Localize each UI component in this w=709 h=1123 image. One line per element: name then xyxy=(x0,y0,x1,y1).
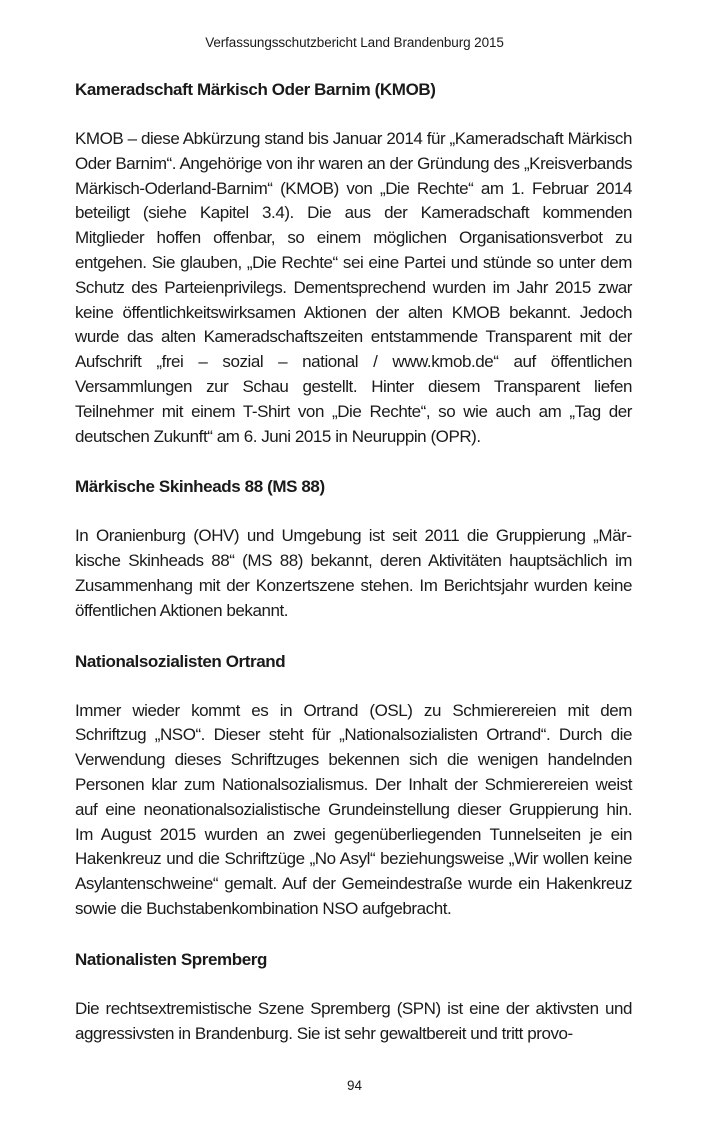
section-heading-ms88: Märkische Skinheads 88 (MS 88) xyxy=(75,477,325,497)
section-text-nso: Immer wieder kommt es in Ortrand (OSL) zu Schmierereien mit dem Schriftzug „NSO“. Dieser steht für „Nationalsozialisten Ortrand“. Durch die Verwendung dieses Schriftzuges bekennen sich die wenigen handelnden Personen klar zum Nationalsozialismus. Der Inhalt der Schmierereien weist auf eine neonationalsozialistische Grundeinstellung dieser Gruppierung hin. Im August 2015 wurden an zwei gegenüberliegenden Tunnelseiten je ein Hakenkreuz und die Schriftzüge „No Asyl“ beziehungsweise „Wir wollen keine Asylantenschweine“ gemalt. Auf der Gemeindestraße wurde ein Hakenkreuz sowie die Buchstabenkombination NSO aufgebracht. xyxy=(75,700,632,918)
section-text-spremberg: Die rechtsextremistische Szene Spremberg (SPN) ist eine der aktivsten und aggressivsten in Brandenburg. Sie ist sehr gewaltbereit und tritt provo- xyxy=(75,998,632,1043)
section-heading-kmob: Kameradschaft Märkisch Oder Barnim (KMOB) xyxy=(75,80,436,99)
page-body xyxy=(75,78,632,1072)
section-text-ms88: In Oranienburg (OHV) und Umgebung ist seit 2011 die Gruppierung „Märkische Skinheads 88“ (MS 88) bekannt, deren Aktivitäten hauptsächlich im Zusammenhang mit der Konzertszene stehen. Im Berichtsjahr wurden keine öffentlichen Aktionen bekannt. xyxy=(75,526,632,620)
section-heading-spremberg: Nationalisten Spremberg xyxy=(75,949,268,969)
section-heading-nso: Nationalsozialisten Ortrand xyxy=(75,651,286,671)
page-number: 94 xyxy=(346,1078,363,1093)
running-header: Verfassungsschutzbericht Land Brandenburg 2015 xyxy=(205,35,504,50)
section-text-kmob: KMOB – diese Abkürzung stand bis Januar 2014 für „Kameradschaft Märkisch Oder Barnim“. Angehörige von ihr waren an der Gründung des „Kreisverbands Märkisch-Oderland-Barnim“ (KMOB) von „Die Rechte“ am 1. Februar 2014 beteiligt (siehe Kapitel 3.4). Die aus der Kameradschaft kommenden Mitglieder hoffen offenbar, so einem möglichen Organisationsverbot zu entgehen. Sie glauben, „Die Rechte“ sei eine Partei und stünde so unter dem Schutz des Parteienprivilegs. Dementsprechend wurden im Jahr 2015 zwar keine öffentlichkeitswirksamen Aktionen der alten KMOB bekannt. Jedoch wurde das alten Kameradschaftszeiten entstammende Transparent mit der Aufschrift „frei – sozial – national / www.kmob.​de“ auf öffentlichen Versammlungen zur Schau gestellt. Hinter diesem Transparent liefen Teilnehmer mit einem T-Shirt von „Die Rechte“, so wie auch am „Tag der deutschen Zukunft“ am 6. Juni 2015 in Neuruppin (OPR). xyxy=(75,129,632,446)
